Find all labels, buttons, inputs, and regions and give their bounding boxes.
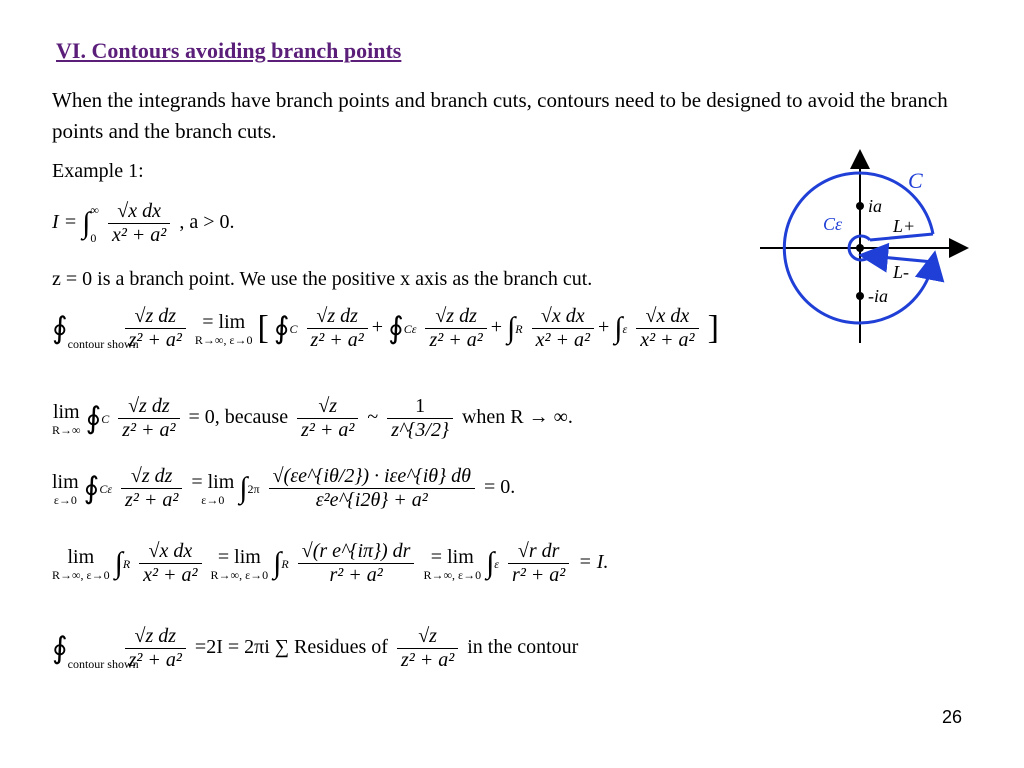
- eq5-num: √x dx: [139, 540, 201, 564]
- eq4-lim-word: lim: [52, 470, 79, 493]
- eq6-num: √z dz: [125, 625, 186, 649]
- eq2-num: √z dz: [125, 305, 186, 329]
- eq4-den2: ε²e^{i2θ} + a²: [315, 489, 428, 511]
- equation-1: [52, 200, 234, 247]
- slide-title: VI. Contours avoiding branch points: [56, 38, 402, 63]
- eq6-fraction-2: [397, 625, 458, 672]
- eq5-lim2-sub: R→∞, ε→0: [210, 567, 269, 582]
- eq3-f2-num: 1: [387, 395, 453, 419]
- eq3-limit: [52, 401, 81, 437]
- integral-sign: ∫: [486, 546, 495, 580]
- eq5-limit: [52, 546, 110, 582]
- branch-point-line: z = 0 is a branch point. We use the positive x axis as the branch cut.: [52, 268, 593, 290]
- contour-integral-sign: ∮: [52, 312, 68, 345]
- contour-integral-sign: ∮: [388, 312, 404, 345]
- eq4-fraction-2: [269, 465, 475, 512]
- integral-sign: ∫: [82, 206, 91, 240]
- eq4-lim2-sub: ε→0: [201, 492, 225, 507]
- equation-6: [52, 625, 578, 672]
- eq2-den: z² + a²: [128, 329, 182, 351]
- contour-diagram: [755, 148, 975, 348]
- eq2-t2-sub: Cε: [403, 322, 417, 337]
- eq5-eq3: = lim: [430, 545, 474, 568]
- eq2-t4-num: √x dx: [636, 305, 698, 329]
- pole-minus-ia: [856, 292, 864, 300]
- eq5-fraction: [139, 540, 201, 587]
- origin-point: [856, 244, 864, 252]
- eq1-lhs: I =: [52, 211, 78, 234]
- eq5-num2: √(r e^{iπ}) dr: [298, 540, 415, 564]
- eq1-num: √x dx: [108, 200, 170, 224]
- eq3-tilde: ~: [367, 406, 379, 429]
- integral-sign: ∫: [614, 311, 623, 345]
- eq2-t4-lo: ε: [622, 322, 628, 337]
- label-minus-ia: -ia: [868, 286, 888, 306]
- eq3-lim-word: lim: [52, 400, 80, 423]
- eq5-lim-word: lim: [67, 545, 95, 568]
- eq3-int-sub: C: [101, 412, 110, 427]
- eq4-tail: = 0.: [483, 476, 516, 499]
- eq4-fraction: [121, 465, 182, 512]
- eq2-t2-num: √z dz: [425, 305, 486, 329]
- label-L-plus: L+: [893, 216, 916, 236]
- eq5-int3-lo: ε: [494, 557, 500, 572]
- eq5-tail: = I.: [578, 551, 609, 574]
- eq2-lim-sub: R→∞, ε→0: [194, 332, 253, 347]
- eq5-int2-lo: R: [281, 557, 289, 572]
- eq5-lim3-sub: R→∞, ε→0: [423, 567, 482, 582]
- eq2-t2-den: z² + a²: [429, 329, 483, 351]
- eq3-num: √z dz: [118, 395, 179, 419]
- eq3-tail: when R → ∞.: [461, 406, 573, 429]
- eq3-f1-num: √z: [297, 395, 358, 419]
- eq4-eq: = lim: [191, 470, 235, 493]
- integral-sign: ∫: [273, 546, 282, 580]
- eq6-fraction: [125, 625, 186, 672]
- intro-paragraph: When the integrands have branch points and branch cuts, contours need to be designed to avoid the branch points and the branch cuts.: [52, 88, 948, 143]
- equation-3: [52, 395, 573, 442]
- eq2-t1-sub: C: [289, 322, 298, 337]
- eq5-den2: r² + a²: [329, 564, 383, 586]
- eq2-contour-sub: contour shown: [67, 337, 139, 351]
- eq6-contour-sub: contour shown: [67, 657, 139, 671]
- eq3-mid: = 0, because: [188, 406, 289, 429]
- eq2-t4-den: x² + a²: [640, 329, 695, 351]
- eq4-limit-2: [191, 471, 234, 507]
- label-ia: ia: [868, 196, 883, 216]
- eq2-lim-word: = lim: [202, 310, 246, 333]
- eq2-fraction: [125, 305, 186, 352]
- eq5-eq: = lim: [217, 545, 261, 568]
- eq2-t2-fraction: [425, 305, 486, 352]
- eq1-upper: ∞: [90, 202, 99, 217]
- eq5-den: x² + a²: [143, 564, 198, 586]
- eq6-tail: in the contour: [467, 636, 579, 659]
- pole-ia: [856, 202, 864, 210]
- eq4-den: z² + a²: [125, 489, 179, 511]
- eq4-lim-sub: ε→0: [53, 492, 77, 507]
- eq5-den3: r² + a²: [512, 564, 566, 586]
- contour-integral-sign: ∮: [52, 632, 68, 665]
- eq2-limit: [195, 311, 253, 347]
- integral-sign: ∫: [239, 471, 248, 505]
- eq5-fraction-3: [508, 540, 569, 587]
- eq3-f2: [387, 395, 453, 442]
- eq6-den2: z² + a²: [400, 649, 455, 671]
- label-L-minus: L-: [893, 262, 910, 282]
- eq2-t1-den: z² + a²: [310, 329, 364, 351]
- integral-sign: ∫: [507, 311, 516, 345]
- label-C: C: [908, 168, 923, 193]
- eq2-t1-num: √z dz: [307, 305, 368, 329]
- eq4-limit: [52, 471, 79, 507]
- contour-integral-sign: ∮: [83, 472, 100, 505]
- eq2-t3-lo: R: [515, 322, 523, 337]
- eq3-den: z² + a²: [122, 419, 176, 441]
- contour-integral-sign: ∮: [85, 402, 102, 435]
- eq6-num2: √z: [397, 625, 458, 649]
- eq5-limit-3: [423, 546, 481, 582]
- eq4-num2: √(εe^{iθ/2}) · iεe^{iθ} dθ: [269, 465, 475, 489]
- eq5-num3: √r dr: [508, 540, 569, 564]
- eq5-fraction-2: [298, 540, 415, 587]
- eq2-t3-fraction: [532, 305, 594, 352]
- equation-5: [52, 540, 608, 587]
- eq3-f1-den: z² + a²: [301, 419, 355, 441]
- eq5-lim-sub: R→∞, ε→0: [52, 567, 110, 582]
- integral-sign: ∫: [114, 546, 123, 580]
- eq6-den: z² + a²: [128, 649, 182, 671]
- eq2-t3-den: x² + a²: [535, 329, 590, 351]
- eq5-limit-2: [211, 546, 269, 582]
- eq2-t3-num: √x dx: [532, 305, 594, 329]
- eq1-lower: 0: [90, 230, 97, 245]
- eq4-int-lo: 2π: [247, 482, 260, 497]
- eq1-den: x² + a²: [111, 224, 167, 246]
- eq4-num: √z dz: [121, 465, 182, 489]
- label-Ceps: Cε: [823, 214, 843, 234]
- eq1-fraction: [108, 200, 170, 247]
- equation-4: [52, 465, 515, 512]
- eq4-int-sub: Cε: [99, 482, 113, 497]
- eq1-condition: , a > 0.: [179, 211, 235, 234]
- eq3-f2-den: z^{3/2}: [391, 419, 449, 441]
- eq3-f1: [297, 395, 358, 442]
- eq2-t1-fraction: [307, 305, 368, 352]
- contour-integral-sign: ∮: [273, 312, 290, 345]
- eq3-lim-sub: R→∞: [52, 422, 81, 437]
- eq3-fraction: [118, 395, 179, 442]
- page-number: 26: [941, 707, 962, 727]
- eq2-t4-fraction: [636, 305, 698, 352]
- equation-2: ∮contour shown $\frac{\text{√z dz}}{\text{z² + a²}}$ = lim R→∞, ε→0 [ ∮C $\frac{\text{√z dz}}{\text{z² + a²}}$ + ∮Cε $\frac{\text{√z dz}}{\text{z² + a²}}$ + ∫R $\frac{\text{√x dx}}{\text{x² + a²}}$ + ∫ε $\frac{\text{√x dx}}{\text{x² + a²}}$ ]: [52, 305, 719, 351]
- eq5-int-lo: R: [122, 557, 131, 572]
- example-label: Example 1:: [52, 160, 144, 182]
- eq6-mid: =2I = 2πi ∑ Residues of: [194, 636, 388, 659]
